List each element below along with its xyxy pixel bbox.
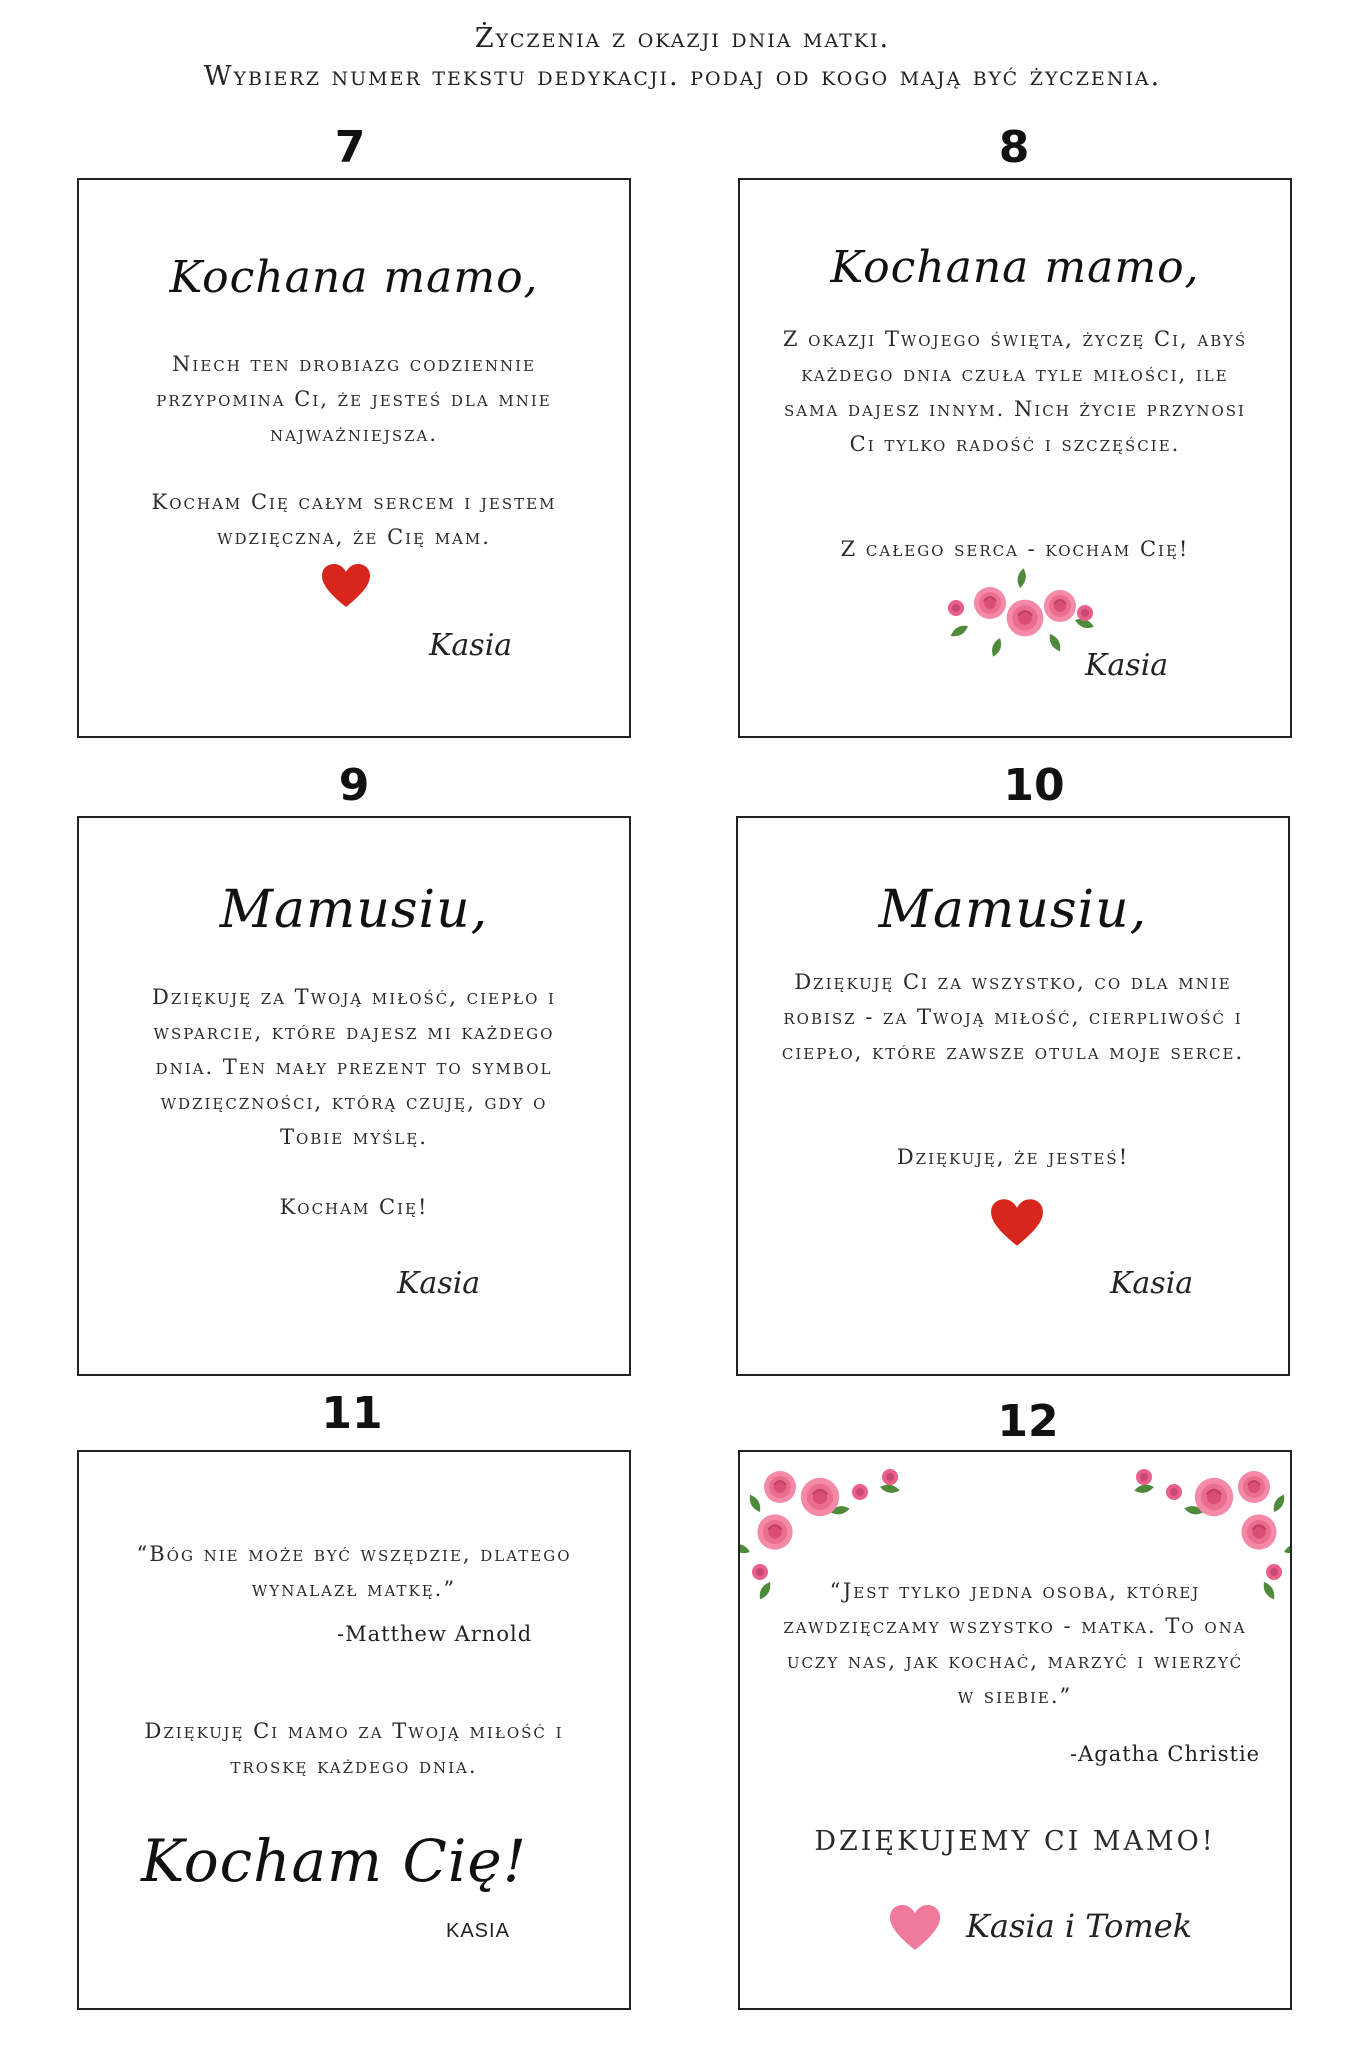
red-heart-icon bbox=[990, 1198, 1044, 1248]
card-signature: KASIA bbox=[446, 1920, 510, 1942]
card-8[interactable] bbox=[738, 178, 1292, 738]
rose-bouquet-icon bbox=[940, 568, 1100, 658]
card-paragraph-1: Dziękuję za Twoją miłość, ciepło i wsparcie, które dajesz mi każdego dnia. Ten mały prezent to symbol wdzięczności, którą czuję, gdy o Tobie myślę. bbox=[152, 985, 556, 1149]
card-7[interactable] bbox=[77, 178, 631, 738]
page-header bbox=[0, 20, 1365, 96]
card-greeting: Kochana mamo, bbox=[169, 252, 539, 303]
quote-author: -Matthew Arnold bbox=[337, 1622, 533, 1646]
card-signature: Kasia bbox=[1085, 648, 1169, 683]
card-signature: Kasia i Tomek bbox=[966, 1907, 1193, 1945]
card-paragraph-2: Kocham Cię całym sercem i jestem wdzięczna, że Cię mam. bbox=[151, 490, 557, 549]
card-paragraph-2: Dziękuję, że jesteś! bbox=[896, 1145, 1130, 1169]
header-title: Życzenia z okazji dnia matki. bbox=[474, 23, 891, 54]
card-paragraph-1: Z okazji Twojego święta, życzę Ci, abyś każdego dnia czuła tyle miłości, ile sama dajesz innym. Nich życie przynosi Ci tylko radość i szczęście. bbox=[782, 327, 1248, 456]
card-number-9: 9 bbox=[338, 760, 370, 811]
card-9[interactable] bbox=[77, 816, 631, 1376]
card-greeting: Kochana mamo, bbox=[830, 242, 1200, 293]
card-10[interactable] bbox=[736, 816, 1290, 1376]
card-greeting: Mamusiu, bbox=[219, 880, 489, 940]
quote-author: -Agatha Christie bbox=[1070, 1742, 1261, 1766]
card-number-11: 11 bbox=[321, 1388, 383, 1439]
card-number-12: 12 bbox=[997, 1396, 1059, 1447]
card-closing: Kocham Cię! bbox=[140, 1827, 528, 1895]
card-12[interactable] bbox=[738, 1450, 1292, 2010]
card-number-7: 7 bbox=[334, 122, 366, 173]
card-paragraph-2: Kocham Cię! bbox=[279, 1195, 429, 1219]
card-paragraph-2: Z całego serca - kocham Cię! bbox=[840, 537, 1190, 561]
card-number-10: 10 bbox=[1003, 760, 1065, 811]
quote-text: “Jest tylko jedna osoba, której zawdzięczamy wszystko - matka. To ona uczy nas, jak kochać, marzyć i wierzyć w siebie.” bbox=[783, 1579, 1247, 1708]
card-greeting: Mamusiu, bbox=[878, 880, 1148, 940]
card-paragraph-1: Dziękuję Ci mamo za Twoją miłość i troskę każdego dnia. bbox=[144, 1719, 564, 1778]
pink-heart-icon bbox=[888, 1904, 942, 1952]
card-signature: Kasia bbox=[429, 628, 513, 663]
card-signature: Kasia bbox=[1110, 1266, 1194, 1301]
card-signature: Kasia bbox=[397, 1266, 481, 1301]
card-number-8: 8 bbox=[998, 122, 1030, 173]
quote-text: “Bóg nie może być wszędzie, dlatego wynalazł matkę.” bbox=[136, 1542, 572, 1601]
card-paragraph-1: Dziękuję Ci za wszystko, co dla mnie robisz - za Twoją miłość, cierpliwość i ciepło, które zawsze otula moje serce. bbox=[781, 970, 1245, 1064]
card-paragraph-1: Niech ten drobiazg codziennie przypomina Ci, że jesteś dla mnie najważniejsza. bbox=[156, 352, 552, 446]
red-heart-icon bbox=[321, 563, 371, 609]
card-closing: DZIĘKUJEMY CI MAMO! bbox=[814, 1826, 1216, 1857]
card-11[interactable] bbox=[77, 1450, 631, 2010]
header-instructions: Wybierz numer tekstu dedykacji. podaj od kogo mają być życzenia. bbox=[203, 61, 1162, 92]
